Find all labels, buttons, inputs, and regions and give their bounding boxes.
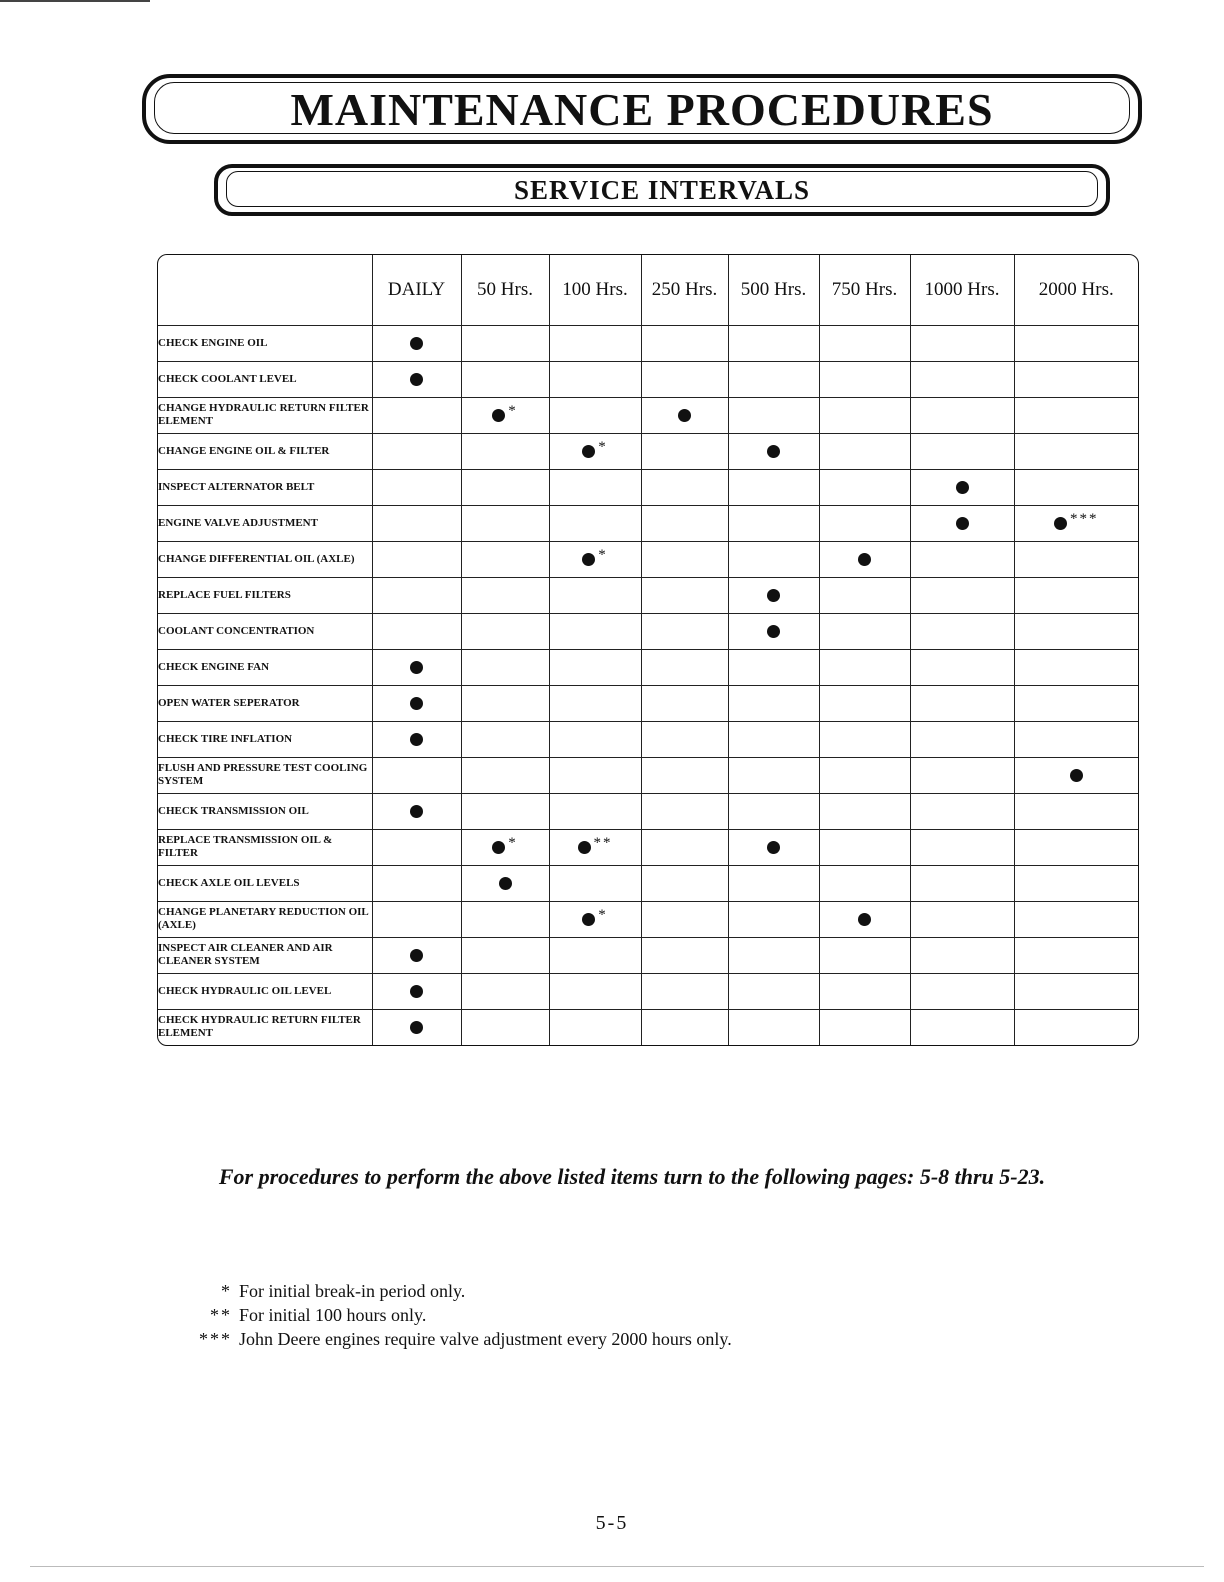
interval-cell <box>372 793 461 829</box>
interval-cell <box>1014 361 1138 397</box>
table-row <box>158 793 1138 829</box>
interval-cell <box>549 973 641 1009</box>
column-header: 250 Hrs. <box>641 255 728 325</box>
interval-cell <box>1014 901 1138 937</box>
interval-cell <box>1014 721 1138 757</box>
task-label: CHECK HYDRAULIC OIL LEVEL <box>158 973 372 1009</box>
footnote-text: John Deere engines require valve adjustment every 2000 hours only. <box>239 1329 732 1349</box>
interval-cell <box>910 793 1014 829</box>
task-label: COOLANT CONCENTRATION <box>158 613 372 649</box>
service-required-dot <box>410 1021 423 1034</box>
interval-cell <box>910 721 1014 757</box>
service-required-dot <box>1070 769 1083 782</box>
interval-cell <box>1014 325 1138 361</box>
footnote-symbol: *** <box>199 1329 232 1349</box>
footnote-marker: ** <box>593 834 613 851</box>
interval-cell <box>461 757 549 793</box>
interval-cell <box>728 721 819 757</box>
table-row <box>158 829 1138 865</box>
footnote-marker: * <box>508 402 518 419</box>
table-row <box>158 1009 1138 1045</box>
interval-cell <box>549 1009 641 1045</box>
footnote-symbol: ** <box>210 1305 232 1325</box>
interval-cell <box>728 361 819 397</box>
interval-cell <box>819 757 910 793</box>
task-label: CHANGE HYDRAULIC RETURN FILTER ELEMENT <box>158 397 372 433</box>
task-label: CHECK COOLANT LEVEL <box>158 361 372 397</box>
interval-cell <box>819 685 910 721</box>
interval-cell <box>641 397 728 433</box>
table-row <box>158 685 1138 721</box>
interval-cell <box>819 325 910 361</box>
interval-cell <box>549 865 641 901</box>
service-required-dot <box>492 409 505 422</box>
service-required-dot <box>410 697 423 710</box>
interval-cell <box>641 757 728 793</box>
interval-cell <box>461 901 549 937</box>
service-required-dot <box>956 481 969 494</box>
table-row <box>158 649 1138 685</box>
interval-cell <box>819 541 910 577</box>
interval-cell <box>549 541 641 577</box>
interval-cell <box>372 577 461 613</box>
task-label: CHECK HYDRAULIC RETURN FILTER ELEMENT <box>158 1009 372 1045</box>
interval-cell <box>819 901 910 937</box>
interval-cell <box>728 793 819 829</box>
interval-cell <box>910 397 1014 433</box>
interval-cell <box>1014 937 1138 973</box>
interval-cell <box>549 577 641 613</box>
interval-cell <box>819 793 910 829</box>
service-intervals-table <box>158 255 1138 1045</box>
interval-cell <box>461 397 549 433</box>
interval-cell <box>641 541 728 577</box>
task-label: REPLACE FUEL FILTERS <box>158 577 372 613</box>
footnote-text: For initial break-in period only. <box>239 1281 466 1301</box>
service-required-dot <box>767 841 780 854</box>
table-row <box>158 757 1138 793</box>
interval-cell <box>549 325 641 361</box>
interval-cell <box>910 325 1014 361</box>
interval-cell <box>910 829 1014 865</box>
interval-cell <box>641 433 728 469</box>
interval-cell <box>372 973 461 1009</box>
task-label: FLUSH AND PRESSURE TEST COOLING SYSTEM <box>158 757 372 793</box>
interval-cell <box>549 469 641 505</box>
interval-cell <box>641 649 728 685</box>
interval-cell <box>549 397 641 433</box>
footnote-text: For initial 100 hours only. <box>239 1305 427 1325</box>
interval-cell <box>910 505 1014 541</box>
interval-cell <box>1014 541 1138 577</box>
interval-cell <box>372 361 461 397</box>
service-required-dot <box>499 877 512 890</box>
service-required-dot <box>582 553 595 566</box>
footnote-marker: * <box>508 834 518 851</box>
column-header: 100 Hrs. <box>549 255 641 325</box>
interval-cell <box>910 649 1014 685</box>
interval-cell <box>728 649 819 685</box>
interval-cell <box>819 721 910 757</box>
service-required-dot <box>582 913 595 926</box>
interval-cell <box>910 685 1014 721</box>
procedures-reference-note: For procedures to perform the above listed items turn to the following pages: 5-8 thru 5-23. <box>218 1164 1046 1189</box>
interval-cell <box>641 865 728 901</box>
interval-cell <box>549 937 641 973</box>
interval-cell <box>372 649 461 685</box>
table-row <box>158 397 1138 433</box>
interval-cell <box>1014 829 1138 865</box>
interval-cell <box>372 469 461 505</box>
interval-cell <box>910 577 1014 613</box>
subtitle-banner <box>214 164 1110 216</box>
interval-cell <box>372 901 461 937</box>
interval-cell <box>461 937 549 973</box>
service-required-dot <box>492 841 505 854</box>
interval-cell <box>461 649 549 685</box>
column-header: DAILY <box>372 255 461 325</box>
interval-cell <box>461 361 549 397</box>
interval-cell <box>819 829 910 865</box>
interval-cell <box>728 937 819 973</box>
interval-cell <box>549 613 641 649</box>
interval-cell <box>549 505 641 541</box>
interval-cell <box>819 361 910 397</box>
page-title: MAINTENANCE PROCEDURES <box>290 84 994 135</box>
table-row <box>158 505 1138 541</box>
task-label: CHECK AXLE OIL LEVELS <box>158 865 372 901</box>
table-row <box>158 541 1138 577</box>
interval-cell <box>641 973 728 1009</box>
interval-cell <box>910 433 1014 469</box>
footnote-marker: * <box>598 546 608 563</box>
interval-cell <box>1014 505 1138 541</box>
interval-cell <box>641 793 728 829</box>
interval-cell <box>461 685 549 721</box>
interval-cell <box>910 613 1014 649</box>
interval-cell <box>819 469 910 505</box>
interval-cell <box>549 721 641 757</box>
footnotes <box>180 1279 732 1351</box>
interval-cell <box>1014 685 1138 721</box>
interval-cell <box>910 1009 1014 1045</box>
interval-cell <box>372 685 461 721</box>
interval-cell <box>641 505 728 541</box>
table-body <box>158 325 1138 1045</box>
interval-cell <box>461 469 549 505</box>
interval-cell <box>1014 577 1138 613</box>
interval-cell <box>641 469 728 505</box>
interval-cell <box>819 937 910 973</box>
table-row <box>158 865 1138 901</box>
interval-cell <box>910 865 1014 901</box>
interval-cell <box>728 685 819 721</box>
interval-cell <box>461 577 549 613</box>
interval-cell <box>910 469 1014 505</box>
header-row <box>158 255 1138 325</box>
interval-cell <box>1014 973 1138 1009</box>
service-required-dot <box>678 409 691 422</box>
footnote-marker: * <box>598 906 608 923</box>
interval-cell <box>1014 757 1138 793</box>
table-row <box>158 469 1138 505</box>
interval-cell <box>728 973 819 1009</box>
interval-cell <box>1014 613 1138 649</box>
interval-cell <box>728 433 819 469</box>
interval-cell <box>1014 793 1138 829</box>
interval-cell <box>728 901 819 937</box>
service-required-dot <box>956 517 969 530</box>
column-header: 750 Hrs. <box>819 255 910 325</box>
interval-cell <box>910 361 1014 397</box>
table-row <box>158 361 1138 397</box>
interval-cell <box>910 541 1014 577</box>
column-header: 2000 Hrs. <box>1014 255 1138 325</box>
footnote-marker: *** <box>1070 510 1099 527</box>
interval-cell <box>372 1009 461 1045</box>
column-header: 50 Hrs. <box>461 255 549 325</box>
top-edge-rule <box>0 0 150 2</box>
interval-cell <box>910 973 1014 1009</box>
footnote <box>180 1303 732 1327</box>
interval-cell <box>372 613 461 649</box>
interval-cell <box>1014 397 1138 433</box>
interval-cell <box>461 505 549 541</box>
service-required-dot <box>410 337 423 350</box>
task-label: CHANGE PLANETARY REDUCTION OIL (AXLE) <box>158 901 372 937</box>
interval-cell <box>728 577 819 613</box>
task-label: ENGINE VALVE ADJUSTMENT <box>158 505 372 541</box>
service-required-dot <box>858 913 871 926</box>
interval-cell <box>372 865 461 901</box>
footnote <box>180 1279 732 1303</box>
page-number: 5-5 <box>595 1512 629 1534</box>
service-required-dot <box>410 661 423 674</box>
interval-cell <box>372 721 461 757</box>
service-required-dot <box>767 589 780 602</box>
interval-cell <box>461 433 549 469</box>
header-task-column <box>158 255 372 325</box>
interval-cell <box>372 829 461 865</box>
interval-cell <box>819 505 910 541</box>
interval-cell <box>1014 469 1138 505</box>
interval-cell <box>372 397 461 433</box>
interval-cell <box>641 829 728 865</box>
task-label: CHECK ENGINE FAN <box>158 649 372 685</box>
interval-cell <box>641 361 728 397</box>
interval-cell <box>549 793 641 829</box>
interval-cell <box>728 1009 819 1045</box>
interval-cell <box>1014 865 1138 901</box>
task-label: CHECK ENGINE OIL <box>158 325 372 361</box>
interval-cell <box>819 865 910 901</box>
interval-cell <box>910 937 1014 973</box>
table-row <box>158 577 1138 613</box>
footnote <box>180 1327 732 1351</box>
interval-cell <box>728 829 819 865</box>
column-header: 1000 Hrs. <box>910 255 1014 325</box>
interval-cell <box>819 973 910 1009</box>
interval-cell <box>372 937 461 973</box>
interval-cell <box>819 1009 910 1045</box>
service-required-dot <box>410 373 423 386</box>
interval-cell <box>728 397 819 433</box>
interval-cell <box>461 541 549 577</box>
task-label: INSPECT AIR CLEANER AND AIR CLEANER SYSTEM <box>158 937 372 973</box>
table-row <box>158 325 1138 361</box>
interval-cell <box>461 973 549 1009</box>
interval-cell <box>549 901 641 937</box>
interval-cell <box>728 865 819 901</box>
interval-cell <box>641 1009 728 1045</box>
service-required-dot <box>858 553 871 566</box>
interval-cell <box>549 433 641 469</box>
interval-cell <box>910 901 1014 937</box>
task-label: CHECK TRANSMISSION OIL <box>158 793 372 829</box>
interval-cell <box>641 613 728 649</box>
interval-cell <box>728 469 819 505</box>
service-required-dot <box>410 985 423 998</box>
interval-cell <box>549 649 641 685</box>
service-required-dot <box>582 445 595 458</box>
interval-cell <box>372 433 461 469</box>
service-required-dot <box>578 841 591 854</box>
interval-cell <box>641 325 728 361</box>
interval-cell <box>372 325 461 361</box>
interval-cell <box>461 325 549 361</box>
footnote-marker: * <box>598 438 608 455</box>
task-label: CHANGE DIFFERENTIAL OIL (AXLE) <box>158 541 372 577</box>
interval-cell <box>1014 1009 1138 1045</box>
interval-cell <box>819 649 910 685</box>
interval-cell <box>728 613 819 649</box>
footnote-symbol: * <box>221 1281 232 1301</box>
interval-cell <box>549 361 641 397</box>
service-required-dot <box>767 625 780 638</box>
interval-cell <box>728 505 819 541</box>
interval-cell <box>461 829 549 865</box>
interval-cell <box>641 901 728 937</box>
table-row <box>158 937 1138 973</box>
task-label: REPLACE TRANSMISSION OIL & FILTER <box>158 829 372 865</box>
task-label: CHECK TIRE INFLATION <box>158 721 372 757</box>
service-required-dot <box>410 949 423 962</box>
interval-cell <box>549 829 641 865</box>
interval-cell <box>372 757 461 793</box>
interval-cell <box>641 937 728 973</box>
interval-cell <box>372 541 461 577</box>
interval-cell <box>819 433 910 469</box>
table-row <box>158 901 1138 937</box>
interval-cell <box>372 505 461 541</box>
table-row <box>158 613 1138 649</box>
task-label: OPEN WATER SEPERATOR <box>158 685 372 721</box>
task-label: CHANGE ENGINE OIL & FILTER <box>158 433 372 469</box>
service-required-dot <box>410 733 423 746</box>
interval-cell <box>728 757 819 793</box>
table-row <box>158 721 1138 757</box>
service-required-dot <box>1054 517 1067 530</box>
table-row <box>158 433 1138 469</box>
interval-cell <box>819 613 910 649</box>
service-intervals-table-frame <box>157 254 1139 1046</box>
interval-cell <box>461 613 549 649</box>
bottom-edge-rule <box>30 1566 1204 1567</box>
service-required-dot <box>410 805 423 818</box>
section-subtitle: SERVICE INTERVALS <box>514 175 810 205</box>
column-header: 500 Hrs. <box>728 255 819 325</box>
interval-cell <box>641 577 728 613</box>
interval-cell <box>641 685 728 721</box>
interval-cell <box>1014 649 1138 685</box>
interval-cell <box>461 793 549 829</box>
interval-cell <box>728 325 819 361</box>
task-label: INSPECT ALTERNATOR BELT <box>158 469 372 505</box>
interval-cell <box>461 721 549 757</box>
interval-cell <box>461 1009 549 1045</box>
interval-cell <box>1014 433 1138 469</box>
interval-cell <box>549 685 641 721</box>
interval-cell <box>728 541 819 577</box>
table-row <box>158 973 1138 1009</box>
interval-cell <box>641 721 728 757</box>
interval-cell <box>819 577 910 613</box>
interval-cell <box>461 865 549 901</box>
title-banner <box>142 74 1142 144</box>
interval-cell <box>549 757 641 793</box>
service-required-dot <box>767 445 780 458</box>
interval-cell <box>910 757 1014 793</box>
interval-cell <box>819 397 910 433</box>
